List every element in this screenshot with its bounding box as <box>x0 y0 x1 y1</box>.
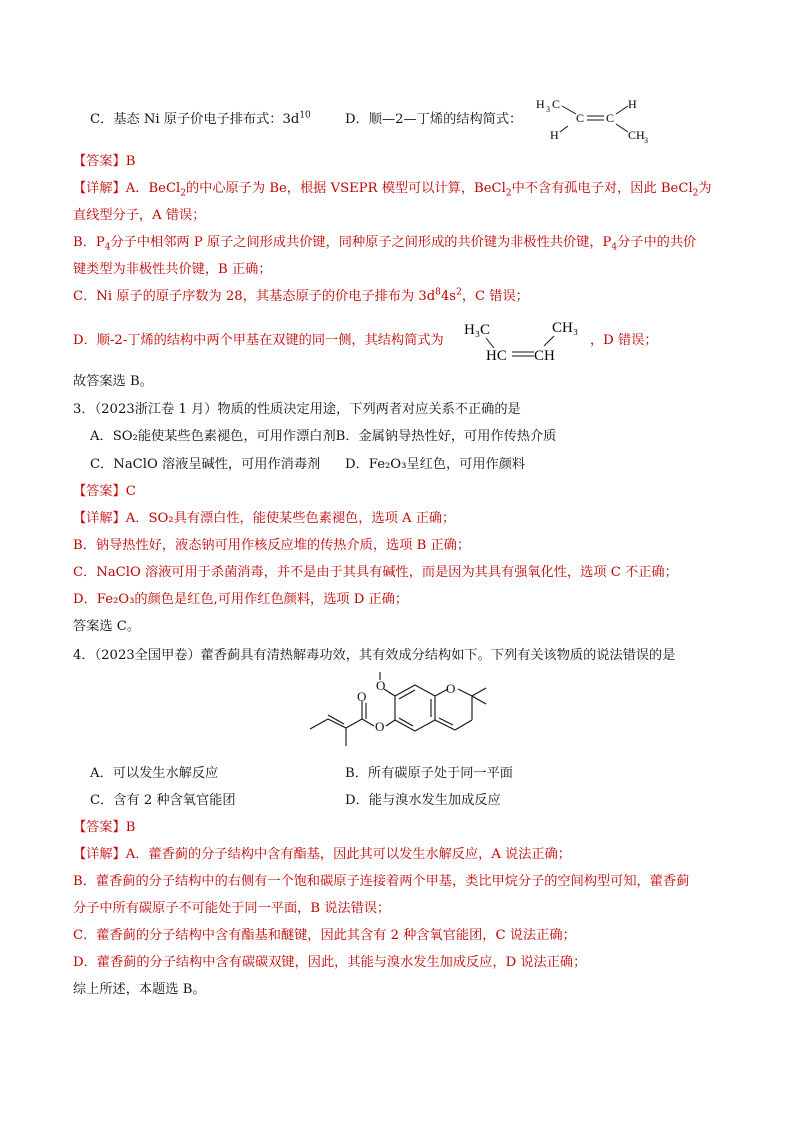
struct-c2: C <box>606 111 615 125</box>
svg-text:CH: CH <box>534 348 555 364</box>
q3-stem: 3．（2023浙江卷 1 月）物质的性质决定用途，下列两者对应关系不正确的是 <box>73 402 521 417</box>
svg-text:C: C <box>552 97 561 111</box>
q3-option-d: D．Fe₂O₃呈红色，可用作颜料 <box>345 457 526 472</box>
svg-text:3: 3 <box>644 136 648 144</box>
struct-h-right: H <box>628 97 637 111</box>
q3-conclusion: 答案选 C。 <box>73 619 141 634</box>
svg-text:H₃C: H₃C <box>464 322 491 338</box>
struct-ch3: CH <box>628 128 645 142</box>
q2-detail-c: C．Ni 原子的原子序数为 28，其基态原子的价电子排布为 $3d^84s^2$，C 错误； <box>73 287 529 304</box>
q2-option-d: D．顺—2—丁烯的结构简式： <box>345 112 523 127</box>
q4-answer: 【答案】B <box>73 820 136 835</box>
q3-option-c: C．NaClO 溶液呈碱性，可用作消毒剂 <box>90 457 321 472</box>
q2-detail-d-end: ，D 错误； <box>590 333 658 348</box>
q3-option-ab: A．SO₂能使某些色素褪色，可用作漂白剂B．金属钠导热性好，可用作传热介质 <box>90 429 557 444</box>
q2-detail-a: 【详解】A．BeCl$_2$的中心原子为 Be，根据 VSEPR 模型可以计算，BeCl$_2$中不含有孤电子对，因此 BeCl$_2$为 <box>73 181 712 199</box>
mol-o-carbonyl: O <box>357 689 367 704</box>
q4-detail-d: D．藿香蓟的分子结构中含有碳碳双键，因此，其能与溴水发生加成反应，D 说法正确； <box>73 955 587 970</box>
q4-stem: 4．（2023全国甲卷）藿香蓟具有清热解毒功效，其有效成分结构如下。下列有关该物质的说法错误的是 <box>73 648 676 663</box>
q4-detail-b2: 分子中所有碳原子不可能处于同一平面，B 说法错误； <box>73 901 391 916</box>
q2-conclusion: 故答案选 B。 <box>73 374 153 389</box>
q4-detail-b1: B．藿香蓟的分子结构中的右侧有一个饱和碳原子连接着两个甲基，类比甲烷分子的空间构型可知，藿香蓟 <box>73 874 690 889</box>
q2-detail-b: B．$P_4$分子中相邻两 P 原子之间形成共价键，同种原子之间形成的共价键为非极性共价键，$P_4$分子中的共价 <box>73 235 697 253</box>
q2-detail-b2: 键类型为非极性共价键，B 正确； <box>73 262 272 277</box>
q3-answer: 【答案】C <box>73 484 136 499</box>
svg-text:HC: HC <box>486 348 507 364</box>
ageratochromene-molecule <box>300 668 500 754</box>
struct-c1: C <box>576 111 585 125</box>
cis-2-butene-structure-bottom <box>460 316 588 366</box>
mol-o-ring: O <box>446 681 456 696</box>
mol-o-ester: O <box>375 719 385 734</box>
q4-detail-a: 【详解】A．藿香蓟的分子结构中含有酯基，因此其可以发生水解反应，A 说法正确； <box>73 847 571 862</box>
q3-detail-d: D．Fe₂O₃的颜色是红色,可用作红色颜料，选项 D 正确； <box>73 592 409 607</box>
struct-h-left: H <box>550 128 559 142</box>
q4-detail-c: C．藿香蓟的分子结构中含有酯基和醚键，因此其含有 2 种含氧官能团，C 说法正确； <box>73 928 576 943</box>
q4-option-a: A．可以发生水解反应 <box>90 766 219 781</box>
q3-detail-b: B．钠导热性好，液态钠可用作核反应堆的传热介质，选项 B 正确； <box>73 538 471 553</box>
cis-2-butene-structure-top <box>532 92 662 144</box>
q3-detail-c: C．NaClO 溶液可用于杀菌消毒，并不是由于其具有碱性，而是因为其具有强氧化性，选项 C 不正确； <box>73 565 678 580</box>
q2-option-c: C．基态 Ni 原子价电子排布式：$3d^{10}$ <box>90 110 311 127</box>
q2-answer: 【答案】B <box>73 154 136 169</box>
q3-detail-a: 【详解】A．SO₂具有漂白性，能使某些色素褪色，选项 A 正确； <box>73 511 456 526</box>
mol-o-methoxy: O <box>376 678 386 693</box>
q4-conclusion: 综上所述，本题选 B。 <box>73 982 206 997</box>
svg-text:3: 3 <box>546 105 550 114</box>
q2-detail-a2: 直线型分子，A 错误； <box>73 208 206 223</box>
struct-h3c-h: H <box>536 97 545 111</box>
q2-detail-d: D．顺-2-丁烯的结构中两个甲基在双键的同一侧，其结构简式为 <box>73 333 444 348</box>
q4-option-d: D．能与溴水发生加成反应 <box>345 793 501 808</box>
svg-text:CH₃: CH₃ <box>552 320 579 336</box>
q4-option-c: C．含有 2 种含氧官能团 <box>90 793 236 808</box>
q4-option-b: B．所有碳原子处于同一平面 <box>345 766 513 781</box>
